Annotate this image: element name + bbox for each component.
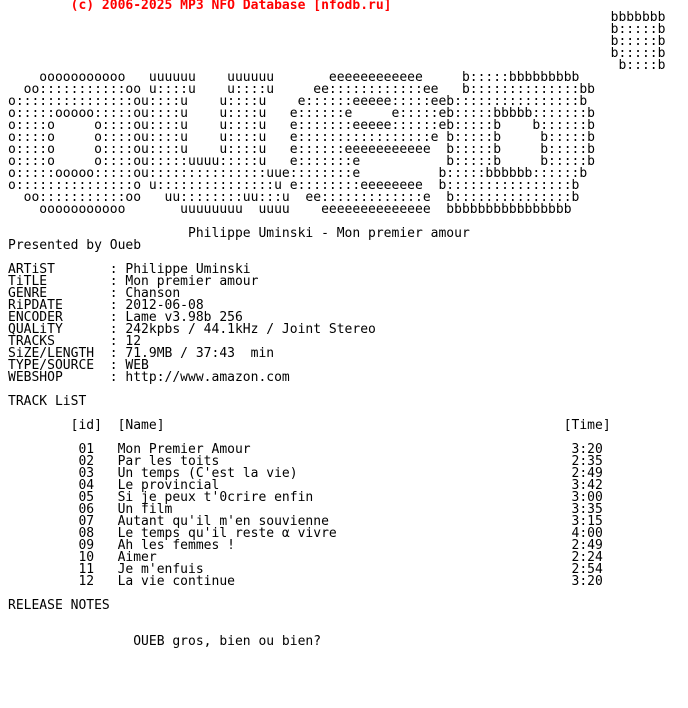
nfo-line: b::::b <box>8 58 666 73</box>
nfo-line: o::::o o::::ou:::::uuuu:::::u e:::::::e b:::::b b:::::b <box>8 154 595 169</box>
nfo-line: o:::::::::::::::o u:::::::::::::::u e::::::::eeeeeeee b::::::::::::::::b <box>8 178 580 193</box>
nfo-line: 12 La vie continue 3:20 <box>8 574 603 589</box>
nfo-line: 07 Autant qu'il m'en souvienne 3:15 <box>8 514 603 529</box>
nfo-line: 09 Ah les femmes ! 2:49 <box>8 538 603 553</box>
nfo-body <box>8 12 684 648</box>
nfo-line: o::::o o::::ou::::u u::::u e:::::::::::::::::e b:::::b b:::::b <box>8 130 595 145</box>
nfo-line: TYPE/SOURCE : WEB <box>8 358 149 373</box>
nfo-line: b:::::b <box>8 34 666 49</box>
nfo-line <box>8 612 684 624</box>
nfo-line: 02 Par les toits 2:35 <box>8 454 603 469</box>
nfo-line: o:::::ooooo:::::ou:::::::::::::::uue::::::::e b:::::bbbbbb::::::b <box>8 166 588 181</box>
nfo-line: GENRE : Chanson <box>8 286 181 301</box>
nfo-line: o::::o o::::ou::::u u::::u e::::::eeeeeeeeeee b:::::b b:::::b <box>8 142 595 157</box>
nfo-line: Presented by Oueb <box>8 238 142 253</box>
nfo-line: RELEASE NOTES <box>8 598 110 613</box>
nfo-line: oo:::::::::::oo u::::u u::::u ee::::::::::::ee b::::::::::::::bb <box>8 82 595 97</box>
nfo-line: Philippe Uminski - Mon premier amour <box>8 226 470 241</box>
nfo-line: 05 Si je peux t'0crire enfin 3:00 <box>8 490 603 505</box>
nfo-line: ooooooooooo uuuuuuuu uuuu eeeeeeeeeeeeee bbbbbbbbbbbbbbbb <box>8 202 572 217</box>
nfo-line: b:::::b <box>8 22 666 37</box>
nfo-line: oo:::::::::::oo uu::::::::uu:::u ee:::::::::::::e b:::::::::::::::b <box>8 190 580 205</box>
nfo-line <box>8 384 684 396</box>
site-header: (c) 2006-2025 MP3 NFO Database [nfodb.ru] <box>8 0 392 13</box>
nfo-document <box>8 0 684 648</box>
nfo-line: SiZE/LENGTH : 71.9MB / 37:43 min <box>8 346 275 361</box>
nfo-line: ENCODER : Lame v3.98b 256 <box>8 310 243 325</box>
nfo-line: o:::::ooooo:::::ou::::u u::::u e::::::e e:::::eb:::::bbbbb:::::::b <box>8 106 595 121</box>
nfo-line: o:::::::::::::::ou::::u u::::u e::::::eeeee:::::eeb::::::::::::::::b <box>8 94 588 109</box>
nfo-line: [id] [Name] [Time] <box>8 418 611 433</box>
nfo-line: bbbbbbb <box>8 10 666 25</box>
nfo-line: ARTiST : Philippe Uminski <box>8 262 251 277</box>
nfo-line: 03 Un temps (C'est la vie) 2:49 <box>8 466 603 481</box>
nfo-line: QUALiTY : 242kpbs / 44.1kHz / Joint Stereo <box>8 322 376 337</box>
nfo-line: TiTLE : Mon premier amour <box>8 274 259 289</box>
nfo-line: 04 Le provincial 3:42 <box>8 478 603 493</box>
nfo-line: WEBSHOP : http://www.amazon.com <box>8 370 290 385</box>
nfo-line: TRACKS : 12 <box>8 334 142 349</box>
nfo-line: o::::o o::::ou::::u u::::u e:::::::eeeee::::::eb:::::b b::::::b <box>8 118 595 133</box>
nfo-line: b:::::b <box>8 46 666 61</box>
nfo-line: 11 Je m'enfuis 2:54 <box>8 562 603 577</box>
nfo-line: 10 Aimer 2:24 <box>8 550 603 565</box>
nfo-line: 01 Mon Premier Amour 3:20 <box>8 442 603 457</box>
nfo-line: 08 Le temps qu'il reste α vivre 4:00 <box>8 526 603 541</box>
nfo-line: RiPDATE : 2012-06-08 <box>8 298 204 313</box>
nfo-line: OUEB gros, bien ou bien? <box>8 634 322 649</box>
nfo-line: TRACK LiST <box>8 394 87 409</box>
nfo-line: 06 Un film 3:35 <box>8 502 603 517</box>
nfo-line: ooooooooooo uuuuuu uuuuuu eeeeeeeeeeee b:::::bbbbbbbbb <box>8 70 580 85</box>
